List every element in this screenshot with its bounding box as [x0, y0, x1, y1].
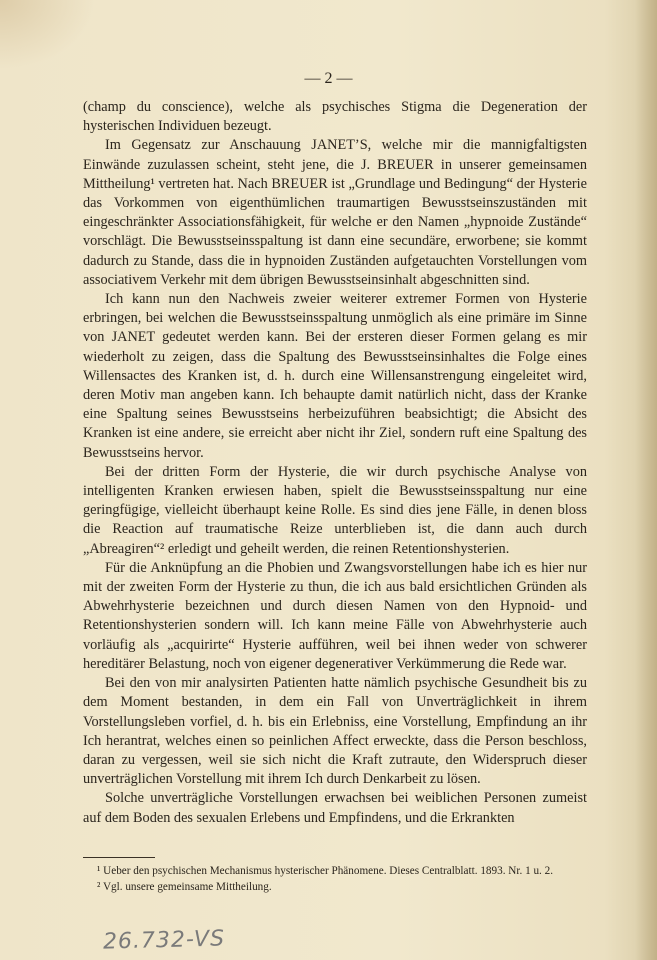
- footnote: ² Vgl. unsere gemeinsame Mittheilung.: [97, 880, 272, 893]
- paragraph: Für die Anknüpfung an die Phobien und Zwangsvorstellungen habe ich es hier nur mit der zweiten Form der Hysterie zu thun, die ich aus bald ersichtlichen Gründen als Abwehrhysterie bezeichnen und durch diesen Namen von den Hypnoid- und Retentionshysterien sondern will. Ich kann meine Fälle von Abwehrhysterie auch vorläufig als „acquirirte“ Hysterie aufführen, weil bei ihnen weder von schwerer hereditärer Belastung, noch von eigener degenerativer Verkümmerung die Rede war.: [83, 559, 587, 672]
- footnotes: [83, 864, 587, 895]
- page-number: — 2 —: [304, 70, 353, 87]
- footnote: ¹ Ueber den psychischen Mechanismus hysterischer Phänomene. Dieses Centralblatt. 1893. Nr. 1 u. 2.: [97, 865, 554, 877]
- paragraph: Solche unverträgliche Vorstellungen erwachsen bei weiblichen Personen zumeist auf dem Boden des sexualen Erlebens und Empfindens, und die Erkrankten: [83, 790, 587, 826]
- paragraph: Im Gegensatz zur Anschauung JANET’S, welche mir die mannigfaltigsten Einwände zuzulassen scheint, steht jene, die J. BREUER in unserer gemeinsamen Mittheilung¹ vertreten hat. Nach BREUER ist „Grundlage und Bedingung“ der Hysterie das Vorkommen von eigenthümlichen traumartigen Bewusstseinszuständen mit eingeschränkter Associationsfähigkeit, für welche er den Namen „hypnoide Zustände“ vorschlägt. Die Bewusstseinsspaltung ist dann eine secundäre, erworbene; sie kommt dadurch zu Stande, dass die in hypnoiden Zuständen aufgetauchten Vorstellungen vom associativem Verkehr mit dem übrigen Bewusstseinsinhalt abgeschnitten sind.: [83, 137, 587, 288]
- body-text: [83, 98, 587, 828]
- binding-edge: [635, 0, 657, 960]
- footnote-rule: [83, 857, 155, 858]
- archive-stamp: 26.732-VS: [102, 926, 226, 955]
- paragraph: (champ du conscience), welche als psychisches Stigma die Degeneration der hysterischen Individuen bezeugt.: [83, 99, 587, 135]
- page-stain: [0, 0, 95, 70]
- paragraph: Bei den von mir analysirten Patienten hatte nämlich psychische Gesundheit bis zu dem Moment bestanden, in dem ein Fall von Unverträglichkeit in ihrem Vorstellungsleben vorfiel, d. h. bis ein Erlebniss, eine Vorstellung, Empfindung an ihr Ich herantrat, welches einen so peinlichen Affect erweckte, dass die Person beschloss, daran zu vergessen, weil sie sich nicht die Kraft zutraute, den Widerspruch dieser unverträglichen Vorstellung mit ihrem Ich durch Denkarbeit zu lösen.: [83, 675, 587, 788]
- paragraph: Bei der dritten Form der Hysterie, die wir durch psychische Analyse von intelligenten Kranken erwiesen haben, spielt die Bewusstseinsspaltung nur eine geringfügige, vielleicht überhaupt keine Rolle. Es sind dies jene Fälle, in denen bloss die Reaction auf traumatische Reize unterblieben ist, die dann auch durch „Abreagiren“² erledigt und geheilt werden, die reinen Retentionshysterien.: [83, 463, 587, 557]
- paragraph: Ich kann nun den Nachweis zweier weiterer extremer Formen von Hysterie erbringen, bei welchen die Bewusstseinsspaltung unmöglich als eine primäre im Sinne von JANET gedeutet werden kann. Bei der ersteren dieser Formen gelang es mir wiederholt zu zeigen, dass die Spaltung des Bewusstseinsinhaltes die Folge eines Willensactes des Kranken ist, d. h. durch eine Willensanstrengung eingeleitet wird, deren Motiv man angeben kann. Ich behaupte damit natürlich nicht, dass der Kranke eine Spaltung seines Bewusstseins herbeizuführen beabsichtigt; die Absicht des Kranken ist eine andere, sie erreicht aber nicht ihr Ziel, sondern ruft eine Spaltung des Bewusstseins hervor.: [83, 291, 587, 461]
